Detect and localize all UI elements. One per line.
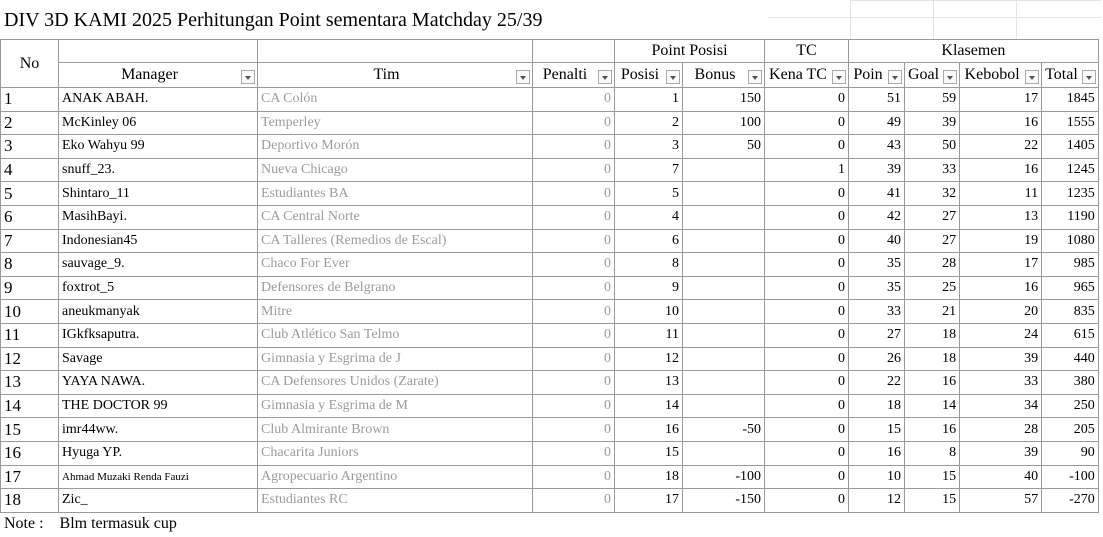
cell-no[interactable]: 16 — [1, 441, 59, 465]
cell-manager[interactable]: Savage — [59, 347, 258, 371]
cell-goal[interactable]: 15 — [905, 465, 960, 489]
cell-penalti[interactable]: 0 — [533, 465, 615, 489]
cell-kebobol[interactable]: 22 — [960, 135, 1042, 159]
cell-tim[interactable]: CA Talleres (Remedios de Escal) — [258, 229, 533, 253]
cell-bonus[interactable] — [683, 158, 765, 182]
table-row — [1, 323, 1099, 347]
table-row — [1, 441, 1099, 465]
cell-no[interactable]: 9 — [1, 276, 59, 300]
header-total-label: Total — [1045, 66, 1078, 83]
filter-dropdown-icon[interactable] — [241, 70, 255, 84]
cell-no[interactable]: 12 — [1, 347, 59, 371]
table-row — [1, 158, 1099, 182]
cell-total[interactable]: 1235 — [1042, 182, 1099, 206]
cell-kebobol[interactable]: 17 — [960, 88, 1042, 112]
cell-kebobol[interactable]: 39 — [960, 347, 1042, 371]
filter-dropdown-icon[interactable] — [888, 70, 902, 84]
header-tim-label: Tim — [373, 66, 400, 83]
cell-bonus[interactable] — [683, 182, 765, 206]
cell-poin[interactable]: 39 — [849, 158, 905, 182]
cell-poin[interactable]: 16 — [849, 441, 905, 465]
cell-kena-tc[interactable]: 0 — [765, 418, 849, 442]
cell-bonus[interactable] — [683, 323, 765, 347]
table-row — [1, 418, 1099, 442]
header-penalti — [533, 63, 615, 88]
cell-penalti[interactable]: 0 — [533, 418, 615, 442]
cell-kena-tc[interactable]: 0 — [765, 489, 849, 513]
cell-manager[interactable]: Shintaro_11 — [59, 182, 258, 206]
cell-no[interactable]: 4 — [1, 158, 59, 182]
cell-tim[interactable]: CA Colón — [258, 88, 533, 112]
group-tc: TC — [765, 40, 849, 63]
cell-bonus[interactable]: -100 — [683, 465, 765, 489]
filter-dropdown-icon[interactable] — [832, 70, 846, 84]
footer-note — [4, 515, 177, 533]
cell-penalti[interactable]: 0 — [533, 323, 615, 347]
cell-tim[interactable]: CA Central Norte — [258, 205, 533, 229]
cell-goal[interactable]: 16 — [905, 371, 960, 395]
cell-posisi[interactable]: 1 — [615, 88, 683, 112]
cell-goal[interactable]: 33 — [905, 158, 960, 182]
header-kebobol — [960, 63, 1042, 88]
cell-kebobol[interactable]: 17 — [960, 253, 1042, 277]
cell-goal[interactable]: 25 — [905, 276, 960, 300]
cell-poin[interactable]: 51 — [849, 88, 905, 112]
cell-posisi[interactable]: 12 — [615, 347, 683, 371]
table-row — [1, 205, 1099, 229]
cell-poin[interactable]: 49 — [849, 111, 905, 135]
cell-bonus[interactable]: 150 — [683, 88, 765, 112]
group-klasemen: Klasemen — [849, 40, 1099, 63]
cell-poin[interactable]: 35 — [849, 276, 905, 300]
header-kena-tc-label: Kena TC — [769, 66, 827, 83]
cell-goal[interactable]: 27 — [905, 229, 960, 253]
cell-bonus[interactable] — [683, 371, 765, 395]
header-penalti-label: Penalti — [542, 66, 588, 83]
cell-penalti[interactable]: 0 — [533, 489, 615, 513]
cell-total[interactable]: 1405 — [1042, 135, 1099, 159]
cell-tim[interactable]: Chacarita Juniors — [258, 441, 533, 465]
cell-kebobol[interactable]: 57 — [960, 489, 1042, 513]
cell-goal[interactable]: 18 — [905, 323, 960, 347]
cell-penalti[interactable]: 0 — [533, 276, 615, 300]
cell-total[interactable]: 985 — [1042, 253, 1099, 277]
cell-no[interactable]: 13 — [1, 371, 59, 395]
cell-kebobol[interactable]: 24 — [960, 323, 1042, 347]
cell-kena-tc[interactable]: 0 — [765, 182, 849, 206]
group-blank — [258, 40, 533, 63]
table-row — [1, 465, 1099, 489]
cell-tim[interactable]: Nueva Chicago — [258, 158, 533, 182]
cell-goal[interactable]: 28 — [905, 253, 960, 277]
cell-poin[interactable]: 22 — [849, 371, 905, 395]
cell-goal[interactable]: 50 — [905, 135, 960, 159]
cell-tim[interactable]: Estudiantes RC — [258, 489, 533, 513]
cell-penalti[interactable]: 0 — [533, 182, 615, 206]
cell-poin[interactable]: 15 — [849, 418, 905, 442]
group-blank — [59, 40, 258, 63]
table-row — [1, 300, 1099, 324]
cell-posisi[interactable]: 14 — [615, 394, 683, 418]
cell-kena-tc[interactable]: 0 — [765, 300, 849, 324]
cell-no[interactable]: 5 — [1, 182, 59, 206]
cell-kebobol[interactable]: 20 — [960, 300, 1042, 324]
header-tim — [258, 63, 533, 88]
sort-dropdown-icon[interactable] — [1082, 70, 1096, 84]
cell-tim[interactable]: Agropecuario Argentino — [258, 465, 533, 489]
header-poin — [849, 63, 905, 88]
table-row — [1, 229, 1099, 253]
cell-kena-tc[interactable]: 0 — [765, 465, 849, 489]
cell-tim[interactable]: Gimnasia y Esgrima de J — [258, 347, 533, 371]
cell-tim[interactable]: Temperley — [258, 111, 533, 135]
table-row — [1, 489, 1099, 513]
cell-poin[interactable]: 26 — [849, 347, 905, 371]
cell-no[interactable]: 6 — [1, 205, 59, 229]
cell-bonus[interactable] — [683, 441, 765, 465]
filter-dropdown-icon[interactable] — [598, 70, 612, 84]
cell-manager[interactable]: IGkfksaputra. — [59, 323, 258, 347]
cell-goal[interactable]: 18 — [905, 347, 960, 371]
cell-manager[interactable]: Zic_ — [59, 489, 258, 513]
cell-kebobol[interactable]: 33 — [960, 371, 1042, 395]
cell-no[interactable]: 17 — [1, 465, 59, 489]
header-poin-label: Poin — [853, 66, 883, 83]
cell-bonus[interactable] — [683, 229, 765, 253]
cell-total[interactable]: 90 — [1042, 441, 1099, 465]
cell-total[interactable]: 440 — [1042, 347, 1099, 371]
cell-total[interactable]: 615 — [1042, 323, 1099, 347]
cell-kena-tc[interactable]: 0 — [765, 441, 849, 465]
cell-posisi[interactable]: 4 — [615, 205, 683, 229]
cell-posisi[interactable]: 9 — [615, 276, 683, 300]
cell-no[interactable]: 15 — [1, 418, 59, 442]
group-header-row — [1, 40, 1099, 63]
cell-penalti[interactable]: 0 — [533, 300, 615, 324]
cell-tim[interactable]: Chaco For Ever — [258, 253, 533, 277]
cell-goal[interactable]: 39 — [905, 111, 960, 135]
table-row — [1, 182, 1099, 206]
cell-penalti[interactable]: 0 — [533, 394, 615, 418]
cell-posisi[interactable]: 2 — [615, 111, 683, 135]
header-bonus — [683, 63, 765, 88]
cell-total[interactable]: 1190 — [1042, 205, 1099, 229]
header-posisi-label: Posisi — [620, 66, 660, 83]
cell-no[interactable]: 1 — [1, 88, 59, 112]
cell-bonus[interactable] — [683, 205, 765, 229]
cell-total[interactable]: -270 — [1042, 489, 1099, 513]
table-row — [1, 371, 1099, 395]
cell-poin[interactable]: 12 — [849, 489, 905, 513]
cell-total[interactable]: -100 — [1042, 465, 1099, 489]
cell-manager[interactable]: THE DOCTOR 99 — [59, 394, 258, 418]
cell-posisi[interactable]: 8 — [615, 253, 683, 277]
cell-no[interactable]: 8 — [1, 253, 59, 277]
column-header-row — [1, 63, 1099, 88]
cell-penalti[interactable]: 0 — [533, 158, 615, 182]
cell-goal[interactable]: 14 — [905, 394, 960, 418]
cell-bonus[interactable]: 50 — [683, 135, 765, 159]
cell-no[interactable]: 7 — [1, 229, 59, 253]
cell-posisi[interactable]: 17 — [615, 489, 683, 513]
header-kena-tc — [765, 63, 849, 88]
cell-manager[interactable]: sauvage_9. — [59, 253, 258, 277]
cell-kena-tc[interactable]: 1 — [765, 158, 849, 182]
cell-penalti[interactable]: 0 — [533, 371, 615, 395]
header-total — [1042, 63, 1099, 88]
cell-kena-tc[interactable]: 0 — [765, 229, 849, 253]
cell-posisi[interactable]: 5 — [615, 182, 683, 206]
cell-manager[interactable]: McKinley 06 — [59, 111, 258, 135]
cell-kebobol[interactable]: 40 — [960, 465, 1042, 489]
cell-no[interactable]: 14 — [1, 394, 59, 418]
cell-posisi[interactable]: 7 — [615, 158, 683, 182]
cell-tim[interactable]: Defensores de Belgrano — [258, 276, 533, 300]
cell-total[interactable]: 835 — [1042, 300, 1099, 324]
header-goal-label: Goal — [908, 66, 940, 83]
cell-kena-tc[interactable]: 0 — [765, 394, 849, 418]
cell-kena-tc[interactable]: 0 — [765, 111, 849, 135]
cell-manager[interactable]: YAYA NAWA. — [59, 371, 258, 395]
cell-tim[interactable]: Club Atlético San Telmo — [258, 323, 533, 347]
cell-kena-tc[interactable]: 0 — [765, 205, 849, 229]
cell-tim[interactable]: Estudiantes BA — [258, 182, 533, 206]
cell-penalti[interactable]: 0 — [533, 441, 615, 465]
cell-posisi[interactable]: 15 — [615, 441, 683, 465]
cell-total[interactable]: 1555 — [1042, 111, 1099, 135]
header-bonus-label: Bonus — [694, 66, 736, 83]
note-label: Note : — [4, 515, 44, 532]
cell-no[interactable]: 10 — [1, 300, 59, 324]
header-goal — [905, 63, 960, 88]
cell-posisi[interactable]: 11 — [615, 323, 683, 347]
filter-dropdown-icon[interactable] — [666, 70, 680, 84]
cell-manager[interactable]: MasihBayi. — [59, 205, 258, 229]
header-manager — [59, 63, 258, 88]
cell-tim[interactable]: Deportivo Morón — [258, 135, 533, 159]
cell-goal[interactable]: 21 — [905, 300, 960, 324]
cell-penalti[interactable]: 0 — [533, 229, 615, 253]
empty-grid-lines — [768, 0, 1101, 39]
cell-no[interactable]: 18 — [1, 489, 59, 513]
group-point-posisi: Point Posisi — [615, 40, 765, 63]
table-row — [1, 253, 1099, 277]
cell-no[interactable]: 11 — [1, 323, 59, 347]
cell-bonus[interactable]: -50 — [683, 418, 765, 442]
cell-goal[interactable]: 27 — [905, 205, 960, 229]
cell-bonus[interactable] — [683, 276, 765, 300]
cell-tim[interactable]: Club Almirante Brown — [258, 418, 533, 442]
table-row — [1, 111, 1099, 135]
note-text: Blm termasuk cup — [59, 515, 177, 532]
header-posisi — [615, 63, 683, 88]
cell-penalti[interactable]: 0 — [533, 253, 615, 277]
cell-manager[interactable]: aneukmanyak — [59, 300, 258, 324]
cell-manager[interactable]: Ahmad Muzaki Renda Fauzi — [59, 465, 258, 489]
cell-total[interactable]: 380 — [1042, 371, 1099, 395]
cell-manager[interactable]: ANAK ABAH. — [59, 88, 258, 112]
cell-kebobol[interactable]: 34 — [960, 394, 1042, 418]
cell-poin[interactable]: 42 — [849, 205, 905, 229]
cell-kena-tc[interactable]: 0 — [765, 371, 849, 395]
cell-manager[interactable]: Indonesian45 — [59, 229, 258, 253]
cell-posisi[interactable]: 13 — [615, 371, 683, 395]
cell-kebobol[interactable]: 13 — [960, 205, 1042, 229]
cell-manager[interactable]: snuff_23. — [59, 158, 258, 182]
standings-table — [0, 39, 1099, 513]
filter-dropdown-icon[interactable] — [748, 70, 762, 84]
cell-kebobol[interactable]: 39 — [960, 441, 1042, 465]
cell-kena-tc[interactable]: 0 — [765, 135, 849, 159]
cell-kebobol[interactable]: 11 — [960, 182, 1042, 206]
filter-dropdown-icon[interactable] — [516, 70, 530, 84]
table-row — [1, 135, 1099, 159]
cell-goal[interactable]: 32 — [905, 182, 960, 206]
cell-poin[interactable]: 33 — [849, 300, 905, 324]
cell-total[interactable]: 250 — [1042, 394, 1099, 418]
header-kebobol-label: Kebobol — [964, 66, 1020, 83]
cell-kena-tc[interactable]: 0 — [765, 276, 849, 300]
cell-no[interactable]: 2 — [1, 111, 59, 135]
cell-kebobol[interactable]: 28 — [960, 418, 1042, 442]
cell-bonus[interactable]: 100 — [683, 111, 765, 135]
cell-poin[interactable]: 18 — [849, 394, 905, 418]
header-no: No — [1, 40, 59, 88]
cell-penalti[interactable]: 0 — [533, 111, 615, 135]
cell-poin[interactable]: 43 — [849, 135, 905, 159]
cell-posisi[interactable]: 16 — [615, 418, 683, 442]
cell-posisi[interactable]: 3 — [615, 135, 683, 159]
cell-kebobol[interactable]: 16 — [960, 158, 1042, 182]
cell-kebobol[interactable]: 16 — [960, 111, 1042, 135]
cell-manager[interactable]: imr44ww. — [59, 418, 258, 442]
cell-total[interactable]: 1080 — [1042, 229, 1099, 253]
cell-tim[interactable]: Gimnasia y Esgrima de M — [258, 394, 533, 418]
cell-goal[interactable]: 59 — [905, 88, 960, 112]
cell-poin[interactable]: 27 — [849, 323, 905, 347]
cell-poin[interactable]: 41 — [849, 182, 905, 206]
cell-bonus[interactable] — [683, 300, 765, 324]
cell-posisi[interactable]: 6 — [615, 229, 683, 253]
cell-kebobol[interactable]: 16 — [960, 276, 1042, 300]
cell-kena-tc[interactable]: 0 — [765, 347, 849, 371]
cell-goal[interactable]: 16 — [905, 418, 960, 442]
table-row — [1, 276, 1099, 300]
cell-penalti[interactable]: 0 — [533, 347, 615, 371]
cell-posisi[interactable]: 18 — [615, 465, 683, 489]
cell-penalti[interactable]: 0 — [533, 205, 615, 229]
cell-goal[interactable]: 15 — [905, 489, 960, 513]
cell-poin[interactable]: 40 — [849, 229, 905, 253]
cell-no[interactable]: 3 — [1, 135, 59, 159]
cell-total[interactable]: 205 — [1042, 418, 1099, 442]
cell-bonus[interactable] — [683, 394, 765, 418]
cell-manager[interactable]: Eko Wahyu 99 — [59, 135, 258, 159]
cell-kena-tc[interactable]: 0 — [765, 323, 849, 347]
cell-bonus[interactable] — [683, 253, 765, 277]
cell-bonus[interactable]: -150 — [683, 489, 765, 513]
cell-penalti[interactable]: 0 — [533, 88, 615, 112]
cell-manager[interactable]: Hyuga YP. — [59, 441, 258, 465]
table-row — [1, 347, 1099, 371]
cell-penalti[interactable]: 0 — [533, 135, 615, 159]
filter-dropdown-icon[interactable] — [943, 70, 957, 84]
cell-goal[interactable]: 8 — [905, 441, 960, 465]
cell-kena-tc[interactable]: 0 — [765, 253, 849, 277]
cell-kebobol[interactable]: 19 — [960, 229, 1042, 253]
cell-tim[interactable]: Mitre — [258, 300, 533, 324]
table-row — [1, 394, 1099, 418]
cell-total[interactable]: 965 — [1042, 276, 1099, 300]
cell-tim[interactable]: CA Defensores Unidos (Zarate) — [258, 371, 533, 395]
cell-manager[interactable]: foxtrot_5 — [59, 276, 258, 300]
cell-posisi[interactable]: 10 — [615, 300, 683, 324]
cell-poin[interactable]: 35 — [849, 253, 905, 277]
cell-total[interactable]: 1245 — [1042, 158, 1099, 182]
table-row — [1, 88, 1099, 112]
filter-dropdown-icon[interactable] — [1025, 70, 1039, 84]
header-manager-label: Manager — [121, 66, 178, 83]
sheet-title: DIV 3D KAMI 2025 Perhitungan Point sementara Matchday 25/39 — [4, 9, 543, 31]
cell-bonus[interactable] — [683, 347, 765, 371]
group-blank — [533, 40, 615, 63]
cell-total[interactable]: 1845 — [1042, 88, 1099, 112]
cell-poin[interactable]: 10 — [849, 465, 905, 489]
cell-kena-tc[interactable]: 0 — [765, 88, 849, 112]
